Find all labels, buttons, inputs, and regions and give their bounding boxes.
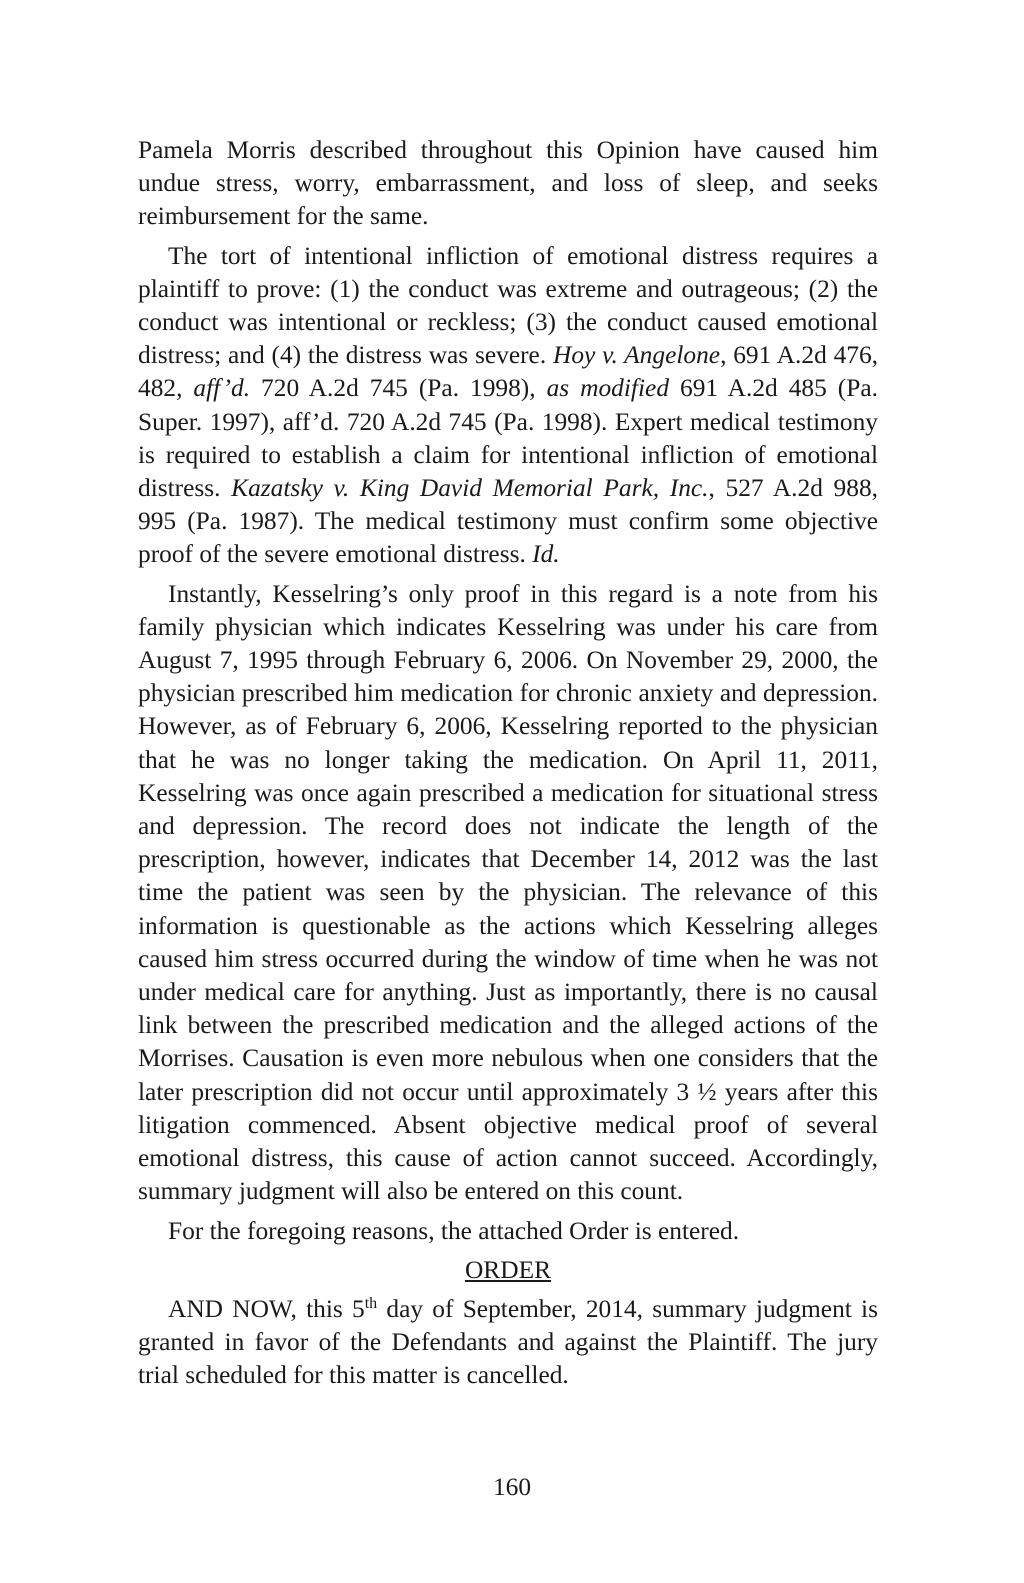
- document-body: [138, 134, 878, 1399]
- case-citation-hoy: Hoy v. Angelone: [552, 341, 721, 370]
- order-heading: ORDER: [464, 1255, 552, 1284]
- citation-affd: aff’d.: [193, 374, 251, 403]
- text-run: , 527 A.2d 988, 995 (Pa. 1987). The medical testimony must confirm some objective proof of the severe emotional distress.: [138, 474, 878, 569]
- text-run: 691 A.2d 485 (Pa. Super. 1997), aff’d. 720 A.2d 745 (Pa. 1998). Expert medical testimony is required to establish a claim for intentional infliction of emotional distress.: [138, 374, 878, 503]
- text-run: day of September, 2014, summary judgment is granted in favor of the Defendants and against the Plaintiff. The jury trial scheduled for this matter is cancelled.: [138, 1294, 878, 1390]
- text-run: AND NOW, this 5: [168, 1294, 365, 1323]
- paragraph-conclusion: For the foregoing reasons, the attached Order is entered.: [168, 1216, 740, 1245]
- text-run: , 691 A.2d 476, 482,: [138, 341, 879, 403]
- page-number: 160: [492, 1473, 532, 1501]
- ordinal-suffix: th: [364, 1294, 378, 1312]
- paragraph-medical-proof: Instantly, Kesselring’s only proof in this regard is a note from his family physician which indicates Kesselring was under his care from August 7, 1995 through February 6, 2006. On November 29, 2000, the physician prescribed him medication for chronic anxiety and depression. However, as of February 6, 2006, Kesselring reported to the physician that he was no longer taking the medication. On April 11, 2011, Kesselring was once again prescribed a medication for situational stress and depression. The record does not indicate the length of the prescription, however, indicates that December 14, 2012 was the last time the patient was seen by the physician. The relevance of this information is questionable as the actions which Kesselring alleges caused him stress occurred during the window of time when he was not under medical care for anything. Just as importantly, there is no causal link between the prescribed medication and the alleged actions of the Morrises. Causation is even more nebulous when one considers that the later prescription did not occur until approximately 3 ½ years after this litigation commenced. Absent objective medical proof of several emotional distress, this cause of action cannot succeed. Accordingly, summary judgment will also be entered on this count.: [138, 579, 878, 1206]
- paragraph-tort-elements: [138, 240, 878, 572]
- order-paragraph: [138, 1293, 878, 1393]
- text-run: 720 A.2d 745 (Pa. 1998),: [250, 374, 547, 403]
- paragraph-continuation: Pamela Morris described throughout this Opinion have caused him undue stress, worry, embarrassment, and loss of sleep, and seeks reimbursement for the same.: [138, 136, 878, 231]
- text-run: The tort of intentional infliction of emotional distress requires a plaintiff to prove: (1) the conduct was extreme and outrageous; (2) the conduct was intentional or reckless; (3) the conduct caused emotional distress; and (4) the distress was severe.: [138, 241, 878, 370]
- citation-as-modified: as modified: [546, 374, 670, 403]
- case-citation-kazatsky: Kazatsky v. King David Memorial Park, Inc.: [231, 474, 709, 503]
- citation-id: Id.: [532, 540, 560, 569]
